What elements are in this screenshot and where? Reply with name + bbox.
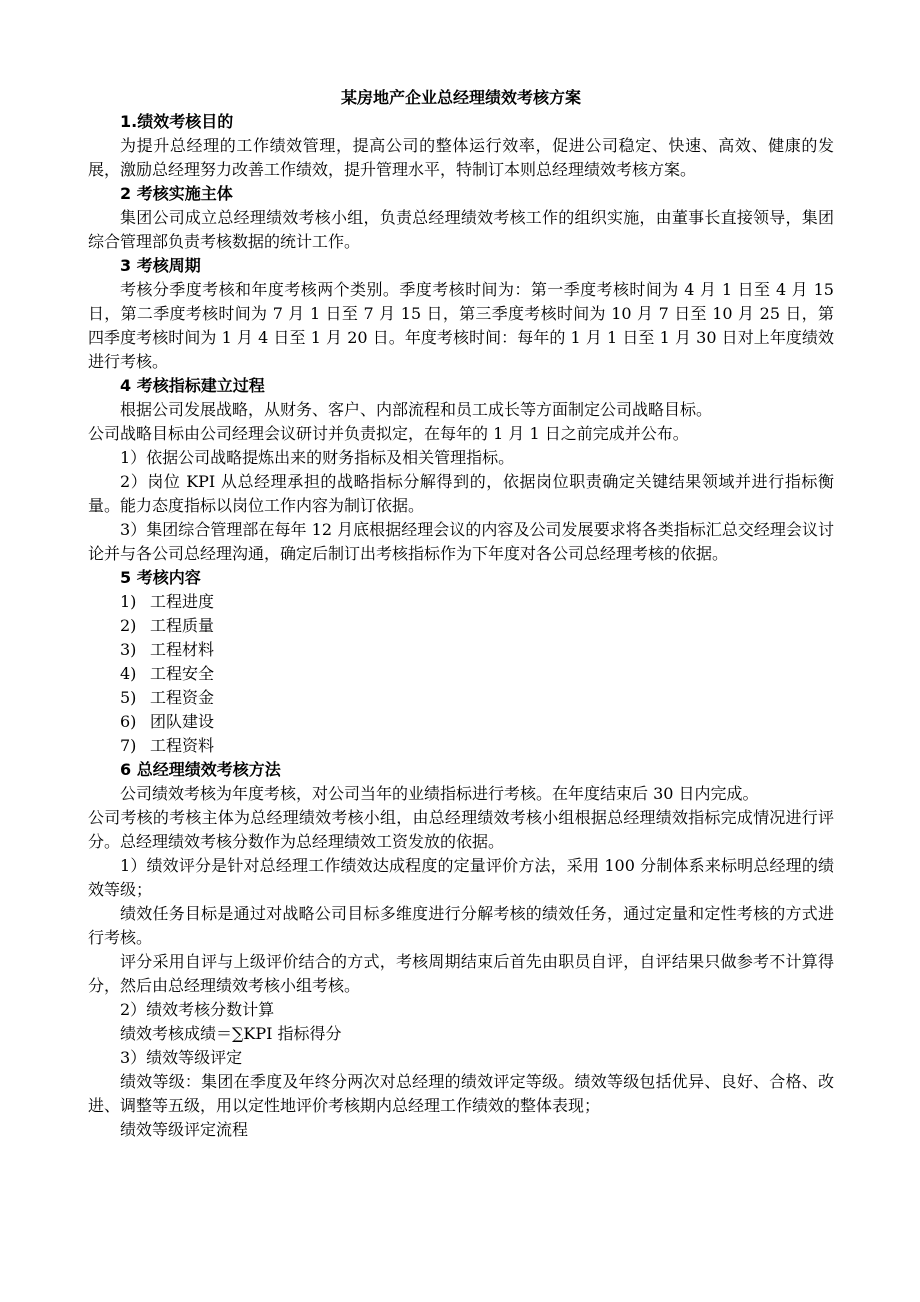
paragraph: 绩效任务目标是通过对战略公司目标多维度进行分解考核的绩效任务，通过定量和定性考核的方式进行考核。 <box>88 904 834 947</box>
list-item <box>88 638 834 662</box>
list-item <box>88 710 834 734</box>
list-item-text: 工程资料 <box>150 736 215 755</box>
list-item-number: 5) <box>120 688 137 707</box>
list-item <box>88 734 834 758</box>
list-item-number: 3) <box>120 640 137 659</box>
list-item-number: 2) <box>120 616 137 635</box>
list-item-text: 团队建设 <box>150 712 215 731</box>
list-item-number: 6) <box>120 712 137 731</box>
list-item-text: 工程进度 <box>150 592 215 611</box>
paragraph: 考核分季度考核和年度考核两个类别。季度考核时间为：第一季度考核时间为 4 月 1 日至 4 月 15 日，第二季度考核时间为 7 月 1 日至 7 月 15 日，第三季度考核时间为 10 月 7 日至 10 月 25 日，第四季度考核时间为 1 月 4 日至 1 月 20 日。年度考核时间：每年的 1 月 1 日至 1 月 30 日对上年度绩效进行考核。 <box>88 280 834 371</box>
list-item <box>88 614 834 638</box>
paragraph: 2）绩效考核分数计算 <box>120 1000 275 1019</box>
assessment-content-list <box>88 590 834 758</box>
paragraph: 集团公司成立总经理绩效考核小组，负责总经理绩效考核工作的组织实施，由董事长直接领导，集团综合管理部负责考核数据的统计工作。 <box>88 208 834 251</box>
list-item-number: 7) <box>120 736 137 755</box>
paragraph: 绩效等级评定流程 <box>120 1120 249 1139</box>
list-item-number: 4) <box>120 664 137 683</box>
paragraph: 公司考核的考核主体为总经理绩效考核小组，由总经理绩效考核小组根据总经理绩效指标完成情况进行评分。总经理绩效考核分数作为总经理绩效工资发放的依据。 <box>88 808 834 851</box>
paragraph: 2）岗位 KPI 从总经理承担的战略指标分解得到的，依据岗位职责确定关键结果领域并进行指标衡量。能力态度指标以岗位工作内容为制订依据。 <box>88 472 834 515</box>
paragraph: 3）集团综合管理部在每年 12 月底根据经理会议的内容及公司发展要求将各类指标汇总交经理会议讨论并与各公司总经理沟通，确定后制订出考核指标作为下年度对各公司总经理考核的依据。 <box>88 520 834 563</box>
paragraph: 为提升总经理的工作绩效管理，提高公司的整体运行效率，促进公司稳定、快速、高效、健康的发展，激励总经理努力改善工作绩效，提升管理水平，特制订本则总经理绩效考核方案。 <box>88 136 834 179</box>
paragraph: 公司绩效考核为年度考核，对公司当年的业绩指标进行考核。在年度结束后 30 日内完成。 <box>120 784 759 803</box>
paragraph: 绩效等级：集团在季度及年终分两次对总经理的绩效评定等级。绩效等级包括优异、良好、合格、改进、调整等五级，用以定性地评价考核期内总经理工作绩效的整体表现； <box>88 1072 834 1115</box>
paragraph: 1）依据公司战略提炼出来的财务指标及相关管理指标。 <box>120 448 515 467</box>
formula: 绩效考核成绩＝∑KPI 指标得分 <box>120 1024 342 1043</box>
paragraph: 1）绩效评分是针对总经理工作绩效达成程度的定量评价方法，采用 100 分制体系来标明总经理的绩效等级； <box>88 856 834 899</box>
paragraph: 根据公司发展战略，从财务、客户、内部流程和员工成长等方面制定公司战略目标。 <box>120 400 713 419</box>
document-title: 某房地产企业总经理绩效考核方案 <box>340 88 581 107</box>
section-heading-purpose: 1.绩效考核目的 <box>120 112 234 131</box>
list-item-text: 工程安全 <box>150 664 215 683</box>
section-heading-subject: 2 考核实施主体 <box>120 184 233 203</box>
list-item <box>88 590 834 614</box>
list-item-text: 工程资金 <box>150 688 215 707</box>
section-heading-content: 5 考核内容 <box>120 568 201 587</box>
list-item-text: 工程质量 <box>150 616 215 635</box>
list-item <box>88 662 834 686</box>
paragraph: 3）绩效等级评定 <box>120 1048 243 1067</box>
list-item-text: 工程材料 <box>150 640 215 659</box>
list-item-number: 1) <box>120 592 137 611</box>
section-heading-method: 6 总经理绩效考核方法 <box>120 760 281 779</box>
paragraph: 评分采用自评与上级评价结合的方式，考核周期结束后首先由职员自评，自评结果只做参考不计算得分，然后由总经理绩效考核小组考核。 <box>88 952 834 995</box>
list-item <box>88 686 834 710</box>
section-heading-cycle: 3 考核周期 <box>120 256 201 275</box>
paragraph: 公司战略目标由公司经理会议研讨并负责拟定，在每年的 1 月 1 日之前完成并公布。 <box>88 424 689 443</box>
section-heading-indicators: 4 考核指标建立过程 <box>120 376 265 395</box>
